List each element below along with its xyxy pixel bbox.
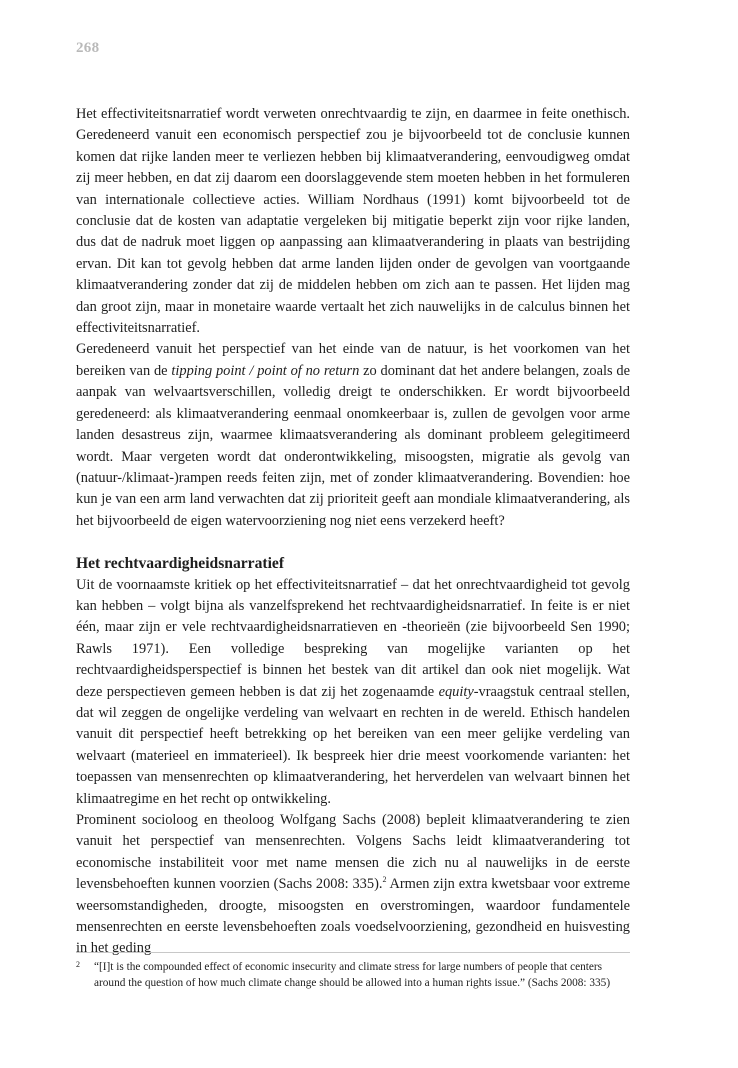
page-number: 268 (76, 40, 100, 56)
text-run: Armen zijn extra kwetsbaar voor extreme weersomstandigheden, droogte, misoogsten en overstromingen, waardoor fundamentele mensenrechten en eerste levensbehoeften zoals voedselvoorziening, gezondheid en huisvesting in het geding (76, 876, 630, 957)
paragraph-sachs (76, 810, 630, 960)
italic-term: tipping point / point of no return (171, 362, 360, 379)
text-run: Prominent socioloog en theoloog Wolfgang Sachs (2008) bepleit klimaatverandering te zien vanuit het perspectief van mensenrechten. Volgens Sachs leidt klimaatverandering tot economische instabiliteit voor met name mensen die zich nu al nauwelijks in de eerste levensbehoeften kunnen voorzien (Sachs 2008: 335). (76, 812, 630, 893)
text-run: -vraagstuk centraal stellen, dat wil zeggen de ongelijke verdeling van welvaart en rechten in de wereld. Ethisch handelen vanuit dit perspectief heeft betrekking op het bereiken van een meer gelijke verdeling van welvaart (materieel en immaterieel). Ik bespreek hier drie meest voorkomende varianten: het toepassen van mensenrechten op klimaatverandering, het herverdelen van welvaart binnen het klimaatregime en het recht op ontwikkeling. (76, 683, 630, 807)
text-run: Geredeneerd vanuit het perspectief van het einde van de natuur, is het voorkomen van het bereiken van de (76, 341, 630, 379)
footnote-divider (76, 952, 630, 953)
paragraph-einde-natuur (76, 339, 630, 532)
footnote-reference[interactable]: 2 (382, 875, 387, 885)
text-run: Uit de voornaamste kritiek op het effectiviteitsnarratief – dat het onrechtvaardigheid tot gevolg kan hebben – volgt bijna als vanzelfsprekend het rechtvaardigheidsnarratief. In feite is er niet één, maar zijn er vele rechtvaardigheidsnarratieven en -theorieën (zie bijvoorbeeld Sen 1990; Rawls 1971). Een volledige bespreking van mogelijke varianten op het rechtvaardigheidsperspectief is binnen het bestek van dit artikel dan ook niet mogelijk. Wat deze perspectieven gemeen hebben is dat zij het zogenaamde (76, 576, 630, 700)
footnote-mark: 2 (76, 960, 80, 969)
text-run: zo dominant dat het andere belangen, zoals de aanpak van welvaartsverschillen, volledig dreigt te onderschikken. Er wordt bijvoorbeeld geredeneerd: als klimaatverandering eenmaal onomkeerbaar is, zullen de gevolgen voor arme landen desastreus zijn, waarmee klimaatsverandering als dominant probleem gelegitimeerd wordt. Maar vergeten wordt dat onderontwikkeling, misoogsten, migratie als gevolg van (natuur-/klimaat-)rampen reeds feiten zijn, met of zonder klimaatverandering. Bovendien: hoe kun je van een arm land verwachten dat zij prioriteit geeft aan mondiale klimaatverandering, als het bijvoorbeeld de eigen watervoorziening nog niet eens verzekerd heeft? (76, 362, 630, 529)
footnote (76, 959, 630, 992)
paragraph-rechtvaardigheid-intro (76, 575, 630, 810)
section-heading: Het rechtvaardigheidsnarratief (76, 555, 285, 573)
footnote-text: “[I]t is the compounded effect of economic insecurity and climate stress for large numbers of people that centers around the question of how much climate change should be allowed into a human rights issue.” (Sachs 2008: 335) (94, 961, 611, 990)
body-text (76, 104, 630, 960)
paragraph-effectiviteit-critique: Het effectiviteitsnarratief wordt verweten onrechtvaardig te zijn, en daarmee in feite onethisch. Geredeneerd vanuit een economisch perspectief zou je bijvoorbeeld tot de conclusie kunnen komen dat rijke landen meer te verliezen hebben bij klimaatverandering, eenvoudigweg omdat zij meer hebben, en dat zij daarom een doorslaggevende stem moeten hebben in het formuleren van internationale collectieve acties. William Nordhaus (1991) komt bijvoorbeeld tot de conclusie dat de kosten van adaptatie vergeleken bij mitigatie beperkt zijn voor rijke landen, dus dat de nadruk moet liggen op aanpassing aan klimaatverandering in plaats van bestrijding ervan. Dit kan tot gevolg hebben dat arme landen lijden onder de gevolgen van voortgaande klimaatverandering zonder dat zij de middelen hebben om zich aan te passen. Het lijden mag dan groot zijn, maar in monetaire waarde vertaalt het zich nauwelijks in de calculus binnen het effectiviteitsnarratief. (76, 106, 630, 337)
italic-term: equity (438, 683, 474, 700)
